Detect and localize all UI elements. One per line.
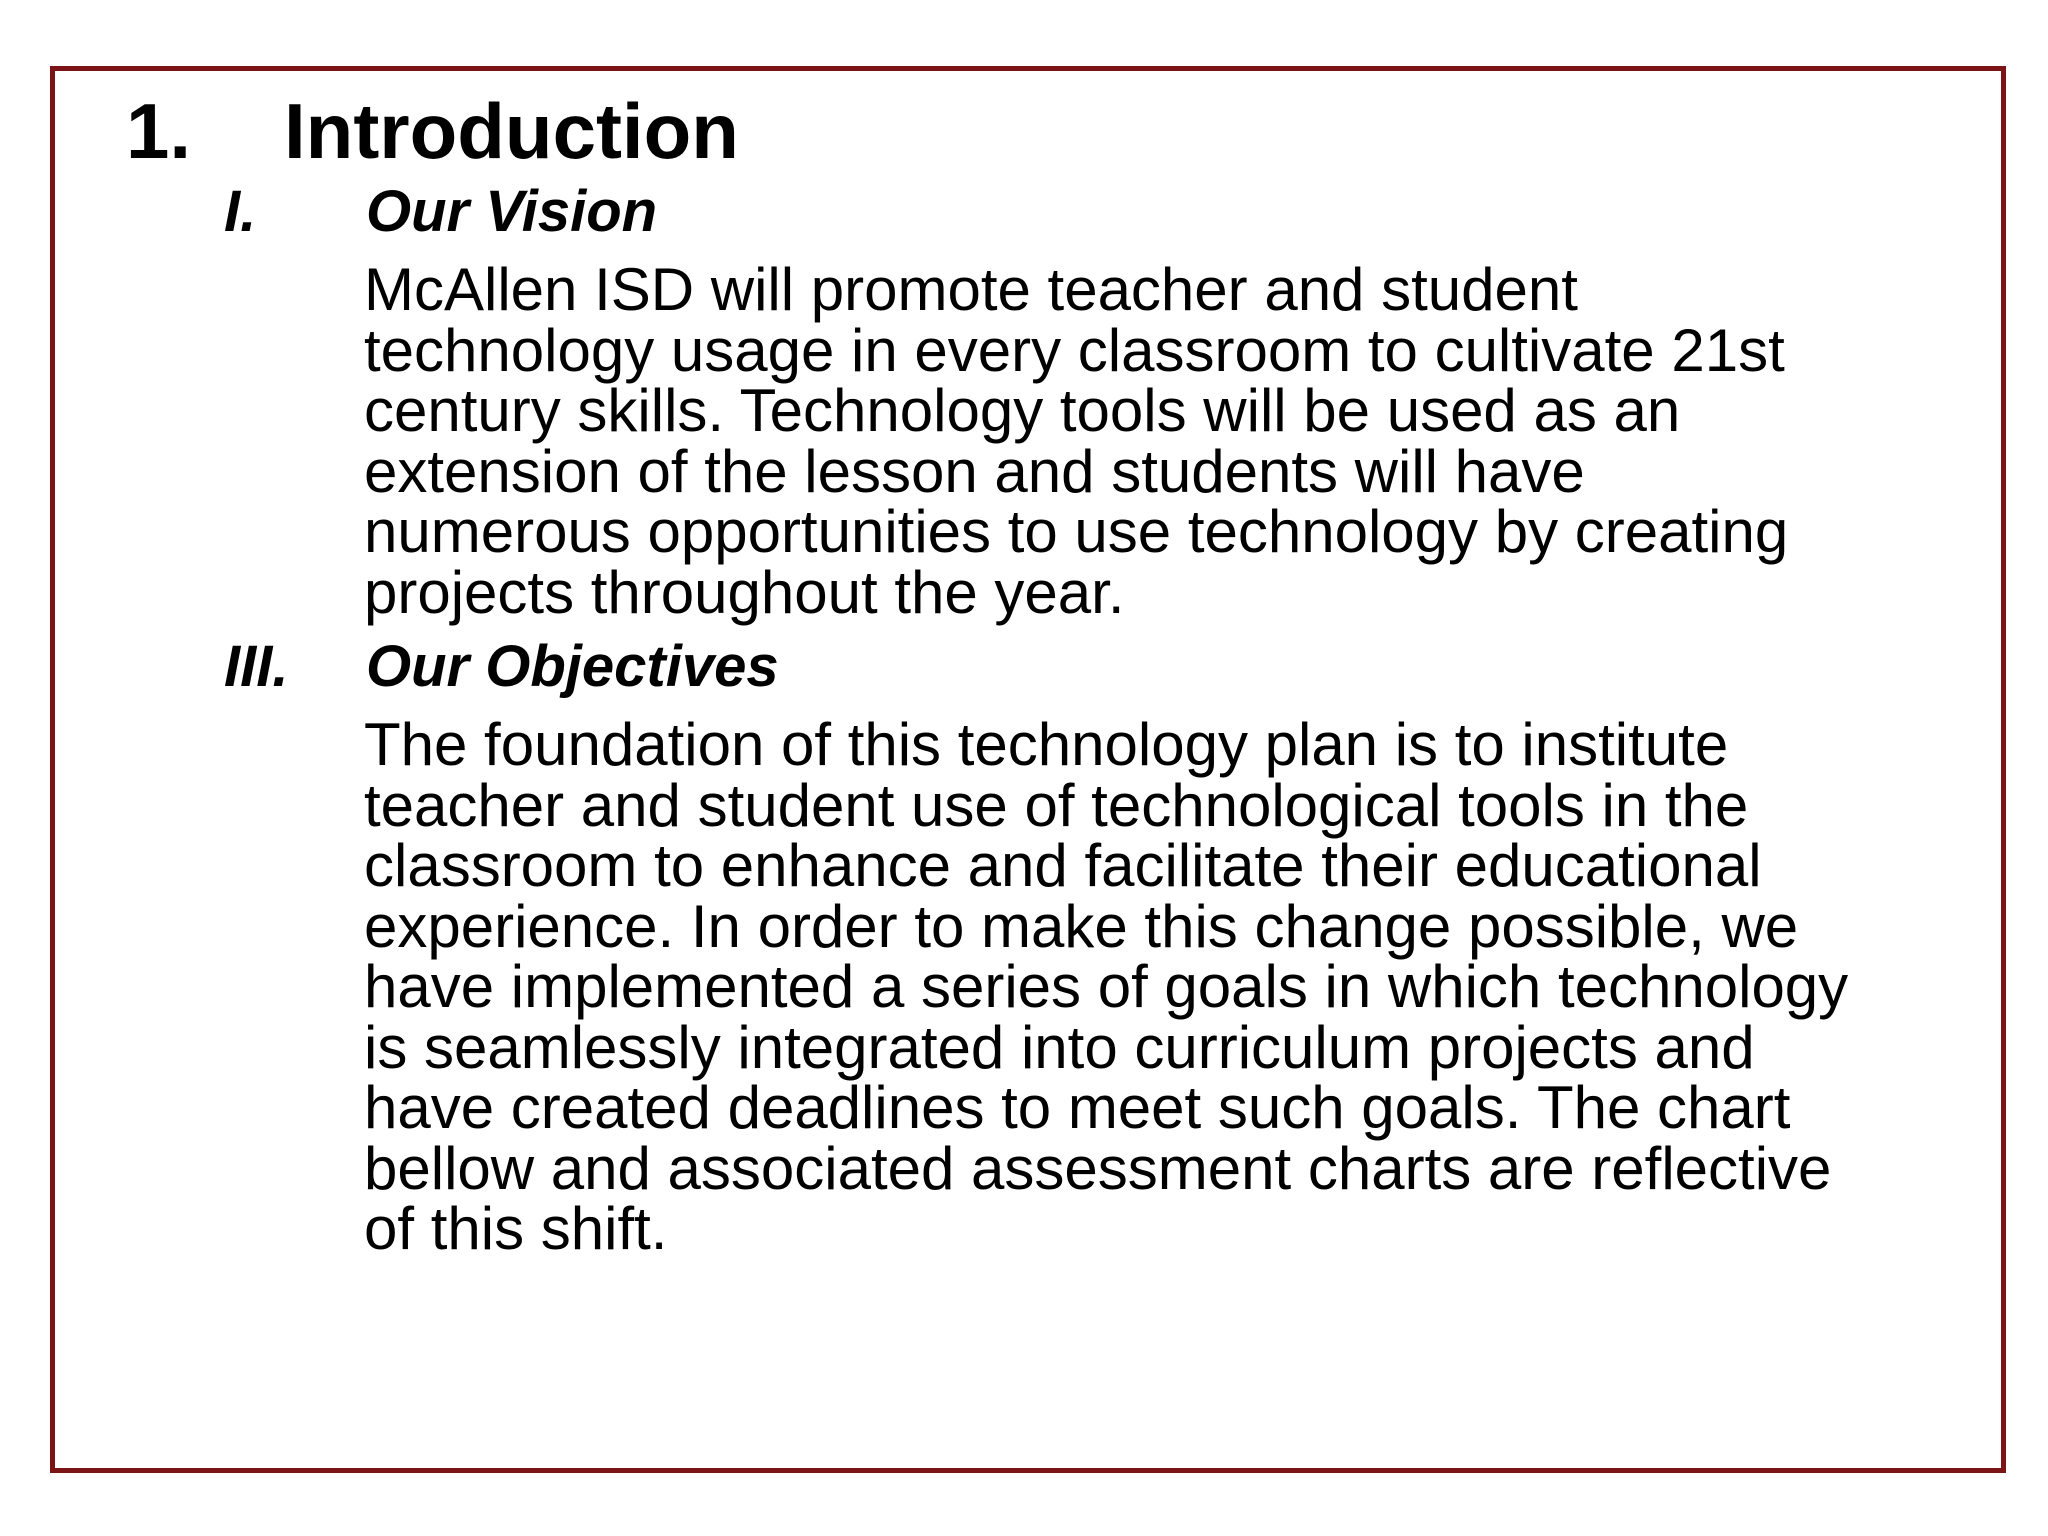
paragraph-line: of this shift. [364, 1195, 668, 1262]
paragraph-line: have implemented a series of goals in which technology [364, 953, 1849, 1020]
subsection-number-vision: I. [224, 179, 257, 244]
paragraph-line: is seamlessly integrated into curriculum projects and [364, 1013, 1755, 1081]
objectives-paragraph [364, 711, 1944, 1262]
paragraph-line: century skills. Technology tools will be used as an [364, 377, 1681, 444]
paragraph-line: classroom to enhance and facilitate their educational [364, 832, 1762, 899]
section-number: 1. [126, 87, 192, 175]
paragraph-line: McAllen ISD will promote teacher and student [364, 256, 1578, 323]
subsection-title-objectives: Our Objectives [366, 634, 779, 699]
paragraph-line: have created deadlines to meet such goals. The chart [364, 1074, 1791, 1141]
vision-paragraph [364, 256, 1944, 626]
paragraph-line: extension of the lesson and students will have [364, 437, 1585, 505]
paragraph-line: teacher and student use of technological tools in the [364, 771, 1749, 839]
paragraph-line: bellow and associated assessment charts are reflective [364, 1134, 1832, 1202]
section-title: Introduction [284, 87, 739, 175]
paragraph-line: experience. In order to make this change possible, we [364, 892, 1799, 960]
paragraph-line: technology usage in every classroom to cultivate 21st [364, 316, 1785, 384]
subsection-title-vision: Our Vision [366, 179, 658, 244]
paragraph-line: numerous opportunities to use technology by creating [364, 498, 1789, 565]
paragraph-line: projects throughout the year. [364, 558, 1125, 626]
paragraph-line: The foundation of this technology plan is to institute [364, 711, 1729, 778]
subsection-number-objectives: III. [224, 634, 289, 699]
